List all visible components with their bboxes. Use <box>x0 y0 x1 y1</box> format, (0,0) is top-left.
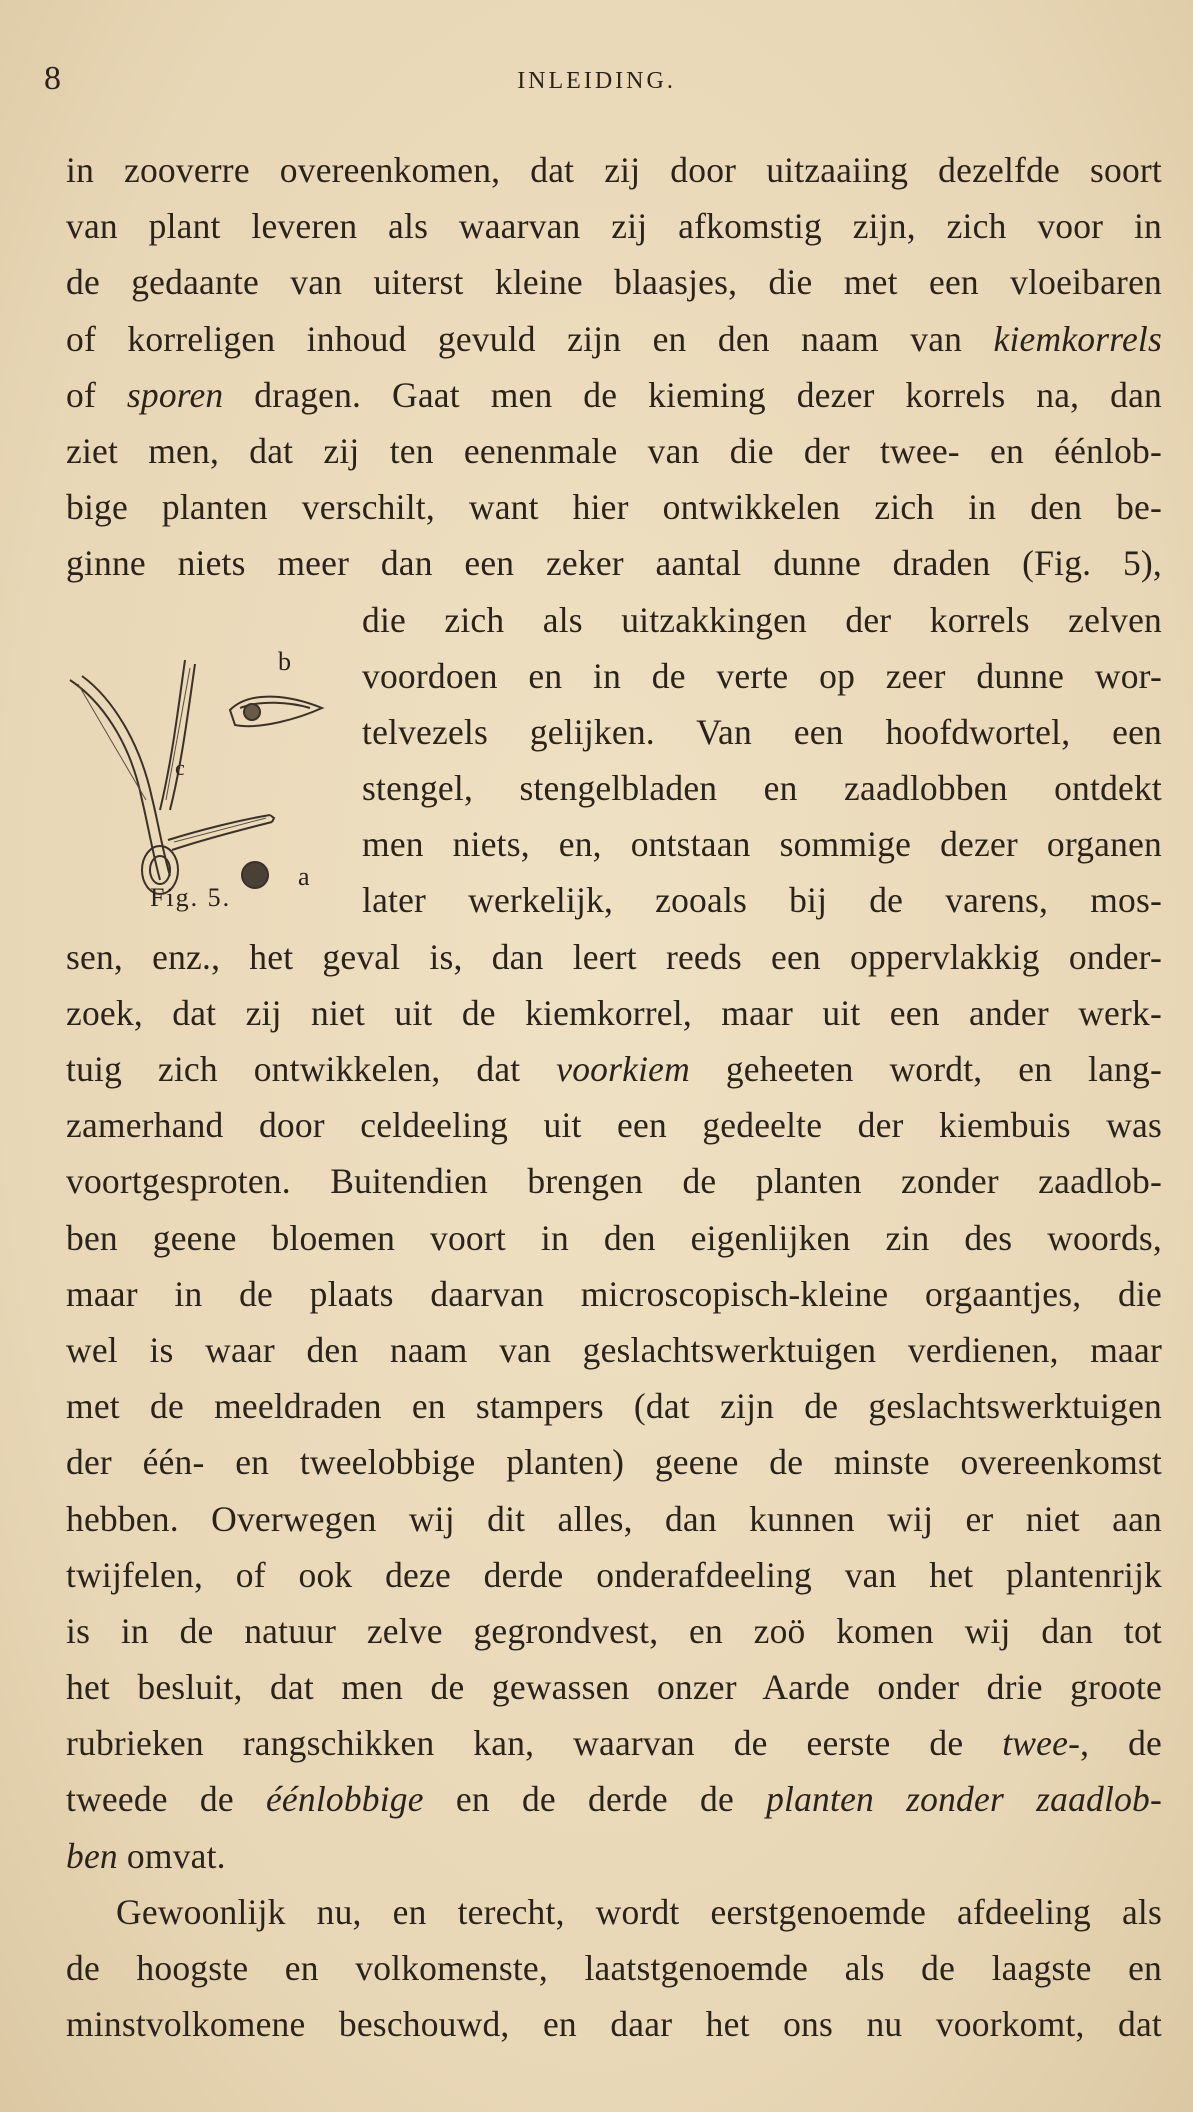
text-line: zamerhand door celdeeling uit een gedeelte der kiembuis was <box>66 1105 1162 1146</box>
text-line: voordoen en in de verte op zeer dunne wor- <box>362 655 1162 696</box>
text-line: sen, enz., het geval is, dan leert reeds een oppervlakkig onder- <box>66 936 1162 977</box>
text-line: hebben. Overwegen wij dit alles, dan kunnen wij er niet aan <box>66 1498 1162 1539</box>
italic-term: ben <box>66 1835 118 1876</box>
text-line: Gewoonlijk nu, en terecht, wordt eerstgenoemde afdeeling als <box>116 1891 1162 1932</box>
text-line: met de meeldraden en stampers (dat zijn de geslachtswerktuigen <box>66 1386 1162 1427</box>
italic-term: voorkiem <box>556 1049 690 1089</box>
text-line: tuig zich ontwikkelen, dat voorkiem geheeten wordt, en lang- <box>66 1049 1162 1089</box>
body-text <box>66 142 1162 2052</box>
text-line: of korreligen inhoud gevuld zijn en den naam van kiemkorrels <box>66 318 1162 359</box>
text-line: wel is waar den naam van geslachtswerktuigen verdienen, maar <box>66 1329 1162 1370</box>
text-line: men niets, en, ontstaan sommige dezer organen <box>362 824 1162 865</box>
text-line: die zich als uitzakkingen der korrels zelven <box>362 599 1162 640</box>
figure-label-a: a <box>298 862 310 891</box>
text-line: der één- en tweelobbige planten) geene de minste overeenkomst <box>66 1442 1162 1483</box>
text-line: later werkelijk, zooals bij de varens, mos- <box>362 880 1162 921</box>
text-line: bige planten verschilt, want hier ontwikkelen zich in den be- <box>66 487 1162 528</box>
text-line: rubrieken rangschikken kan, waarvan de eerste de twee-, de <box>66 1723 1163 1764</box>
text-line: of sporen dragen. Gaat men de kieming dezer korrels na, dan <box>66 374 1162 415</box>
text-line: het besluit, dat men de gewassen onzer Aarde onder drie groote <box>66 1667 1162 1708</box>
italic-term: planten zonder zaadlob- <box>766 1779 1162 1820</box>
text-line: ziet men, dat zij ten eenenmale van die der twee- en éénlob- <box>66 430 1162 471</box>
text-line: telvezels gelijken. Van een hoofdwortel, een <box>362 711 1162 752</box>
text-line: twijfelen, of ook deze derde onderafdeeling van het plantenrijk <box>66 1554 1162 1595</box>
text-line: in zooverre overeenkomen, dat zij door uitzaaiing dezelfde soort <box>66 150 1162 190</box>
running-head: INLEIDING. <box>517 68 676 94</box>
italic-term: éénlobbige <box>265 1779 424 1820</box>
italic-term: sporen <box>126 374 224 415</box>
text-line: stengel, stengelbladen en zaadlobben ontdekt <box>362 768 1162 809</box>
figure-label-b: b <box>278 650 291 676</box>
text-line: ginne niets meer dan een zeker aantal dunne draden (Fig. 5), <box>66 543 1162 584</box>
text-line: zoek, dat zij niet uit de kiemkorrel, maar uit een ander werk- <box>66 992 1162 1033</box>
text-line: maar in de plaats daarvan microscopisch-kleine orgaantjes, die <box>66 1273 1162 1314</box>
text-line: ben geene bloemen voort in den eigenlijken zin des woords, <box>66 1217 1162 1258</box>
page-number: 8 <box>44 60 61 97</box>
figure-spore-germination <box>60 650 360 920</box>
text-line: voortgesproten. Buitendien brengen de planten zonder zaadlob- <box>66 1161 1162 1202</box>
figure-caption: Fig. 5. <box>150 883 232 912</box>
italic-term: kiemkorrels <box>993 318 1162 359</box>
text-line: van plant leveren als waarvan zij afkomstig zijn, zich voor in <box>66 206 1162 247</box>
text-line: de hoogste en volkomenste, laatstgenoemde als de laagste en <box>66 1948 1162 1988</box>
text-line: de gedaante van uiterst kleine blaasjes, die met een vloeibaren <box>66 262 1162 303</box>
text-line: ben omvat. <box>66 1835 226 1876</box>
text-line: minstvolkomene beschouwd, en daar het ons nu voorkomt, dat <box>66 2004 1162 2045</box>
figure-label-c: c <box>175 755 185 780</box>
text-line: tweede de éénlobbige en de derde de planten zonder zaadlob- <box>66 1779 1162 1820</box>
italic-term: twee- <box>1002 1723 1081 1764</box>
text-line: is in de natuur zelve gegrondvest, en zoö komen wij dan tot <box>66 1610 1162 1651</box>
